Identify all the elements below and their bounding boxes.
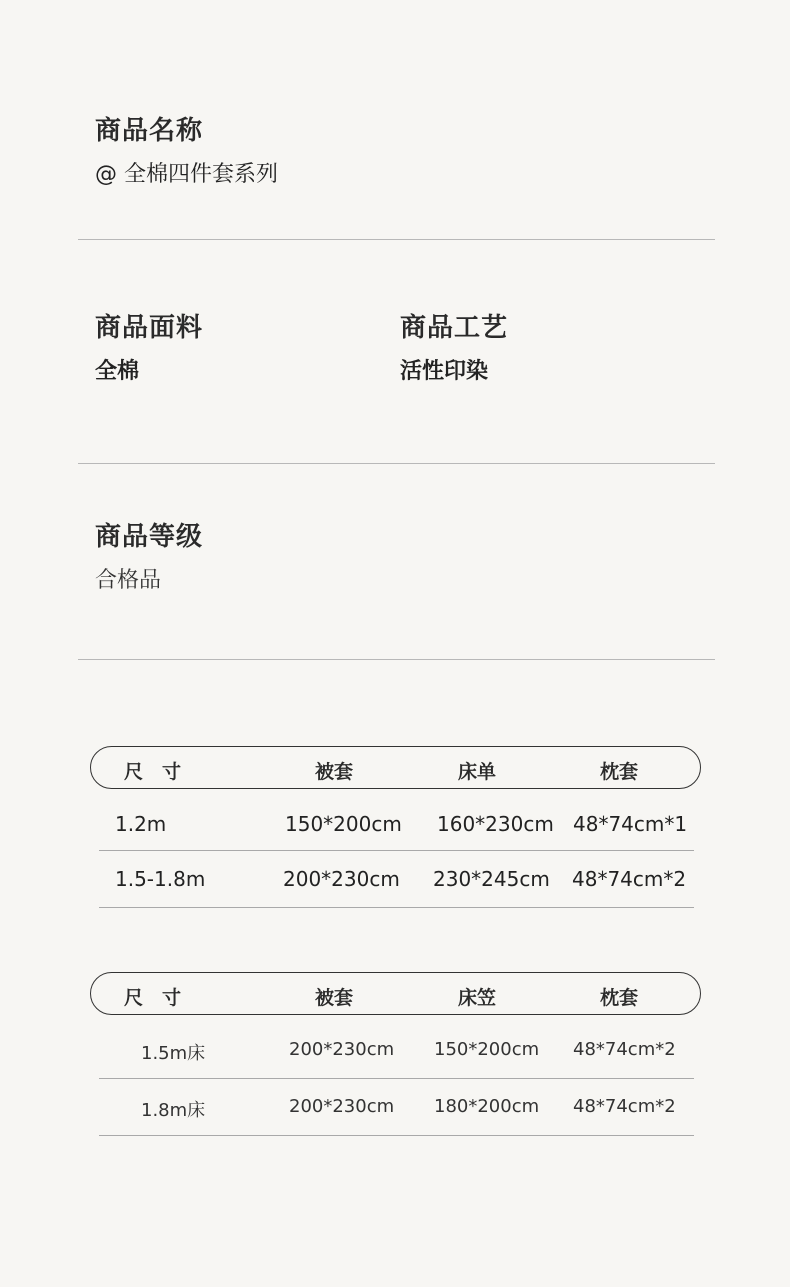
header-pillowcase: 枕套 [600, 987, 639, 1009]
grade-value: 合格品 [95, 568, 162, 593]
row-divider [99, 1135, 694, 1136]
cell-duvet-cover: 150*200cm [285, 812, 402, 836]
header-bed-sheet: 床单 [458, 761, 497, 783]
divider [78, 659, 715, 660]
header-fitted-sheet: 床笠 [458, 987, 497, 1009]
grade-label: 商品等级 [95, 522, 204, 552]
header-size: 尺 寸 [124, 761, 182, 783]
cell-duvet-cover: 200*230cm [289, 1096, 395, 1117]
cell-size: 1.5m床 [141, 1043, 206, 1064]
header-duvet-cover: 被套 [315, 987, 354, 1009]
cell-pillowcase: 48*74cm*2 [573, 1039, 676, 1060]
fabric-label: 商品面料 [95, 313, 204, 343]
cell-pillowcase: 48*74cm*1 [573, 812, 688, 836]
header-duvet-cover: 被套 [315, 761, 354, 783]
row-divider [99, 1078, 694, 1079]
cell-size: 1.8m床 [141, 1100, 206, 1121]
cell-size: 1.2m [115, 812, 167, 836]
cell-fitted-sheet: 150*200cm [434, 1039, 540, 1060]
cell-pillowcase: 48*74cm*2 [572, 867, 687, 891]
header-pillowcase: 枕套 [600, 761, 639, 783]
cell-bed-sheet: 160*230cm [437, 812, 554, 836]
craft-label: 商品工艺 [400, 313, 509, 343]
cell-fitted-sheet: 180*200cm [434, 1096, 540, 1117]
header-size: 尺 寸 [124, 987, 182, 1009]
cell-duvet-cover: 200*230cm [283, 867, 400, 891]
cell-size: 1.5-1.8m [115, 867, 206, 891]
cell-duvet-cover: 200*230cm [289, 1039, 395, 1060]
row-divider [99, 907, 694, 908]
fabric-value: 全棉 [95, 359, 140, 384]
craft-value: 活性印染 [400, 359, 489, 384]
divider [78, 463, 715, 464]
product-name-label: 商品名称 [95, 116, 204, 146]
cell-bed-sheet: 230*245cm [433, 867, 550, 891]
cell-pillowcase: 48*74cm*2 [573, 1096, 676, 1117]
divider [78, 239, 715, 240]
product-name-value: @ 全棉四件套系列 [95, 162, 278, 187]
row-divider [99, 850, 694, 851]
